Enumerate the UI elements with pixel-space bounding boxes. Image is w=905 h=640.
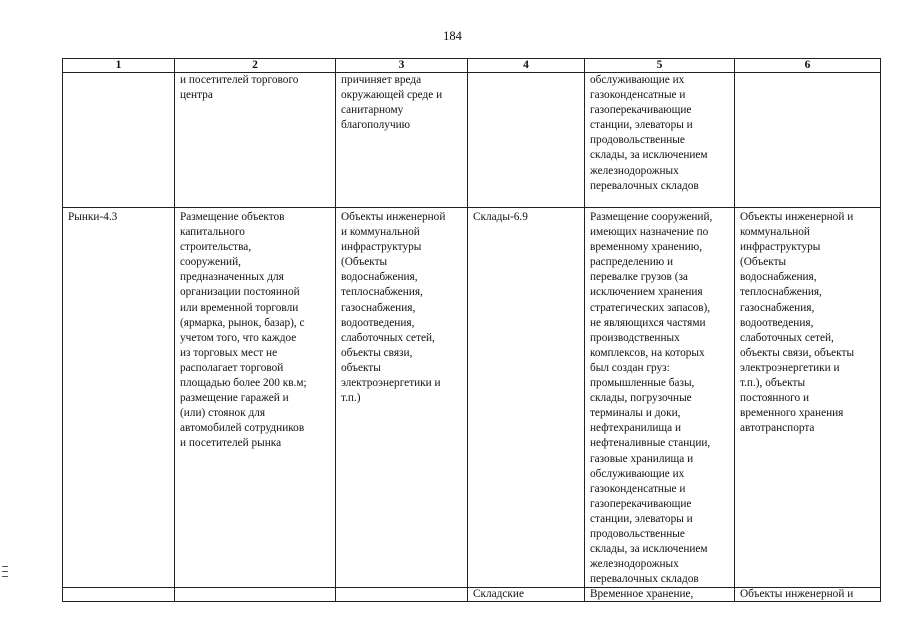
column-header-4: 4 [468,59,585,73]
document-table [62,58,881,602]
table-cell [468,73,585,208]
table-row [63,208,881,588]
cell-text: Объекты инженерной и коммунальной инфраструктуры (Объекты водоснабжения, теплоснабжения, газоснабжения, водоотведения, слаботочных сетей, объекты связи, объекты электроэнергетики и т.п.), объекты постоянного и временного хранения автотранспорта [740,211,855,435]
cell-text: и посетителей торгового центра [180,74,299,102]
cell-text: Объекты инженерной и [740,588,854,601]
table-header-row [63,59,881,73]
table-cell [336,588,468,602]
table-cell [175,208,336,588]
table-cell [63,588,175,602]
table-cell [585,73,735,208]
cell-text: Временное хранение, [590,588,694,601]
table-cell [63,208,175,588]
cell-text: Складские [473,588,524,601]
column-header-2: 2 [175,59,336,73]
table-cell [468,588,585,602]
cell-text: обслуживающие их газоконденсатные и газоперекачивающие станции, элеваторы и продовольственные склады, за исключением железнодорожных перевалочных складов [590,74,708,192]
page-number: 184 [443,29,462,43]
cell-text: Объекты инженерной и коммунальной инфраструктуры (Объекты водоснабжения, теплоснабжения, газоснабжения, водоотведения, слаботочных сетей, объекты связи, объекты электроэнергетики и т.п.) [341,211,446,405]
column-header-3: 3 [336,59,468,73]
table-cell [63,73,175,208]
table-cell [175,588,336,602]
cell-text: Склады-6.9 [473,211,528,223]
table-cell [735,73,881,208]
cell-text: Рынки-4.3 [68,211,118,223]
table-cell [585,588,735,602]
table-cell [336,73,468,208]
column-header-1: 1 [63,59,175,73]
table-cell [735,208,881,588]
column-header-6: 6 [735,59,881,73]
margin-mark [2,566,8,577]
table-cell [175,73,336,208]
column-header-5: 5 [585,59,735,73]
cell-text: Размещение объектов капитального строительства, сооружений, предназначенных для организации постоянной или временной торговли (ярмарка, рынок, базар), с учетом того, что каждое из торговых мест не располагает торговой площадью более 200 кв.м; размещение гаражей и (или) стоянок для автомобилей сотрудников и посетителей рынка [180,211,307,450]
table-cell [468,208,585,588]
cell-text: причиняет вреда окружающей среде и санитарному благополучию [341,74,443,132]
table-cell [735,588,881,602]
table-row [63,588,881,602]
table-cell [336,208,468,588]
table-cell [585,208,735,588]
table-row [63,73,881,208]
cell-text: Размещение сооружений, имеющих назначение по временному хранению, распределению и перевалке грузов (за исключением хранения стратегических запасов), не являющихся частями производственных комплексов, на которых был создан груз: промышленные базы, склады, погрузочные терминалы и доки, нефтехранилища и нефтеналивные станции, газовые хранилища и обслуживающие их газоконденсатные и газоперекачивающие станции, элеваторы и продовольственные склады, за исключением железнодорожных перевалочных складов [590,211,713,586]
